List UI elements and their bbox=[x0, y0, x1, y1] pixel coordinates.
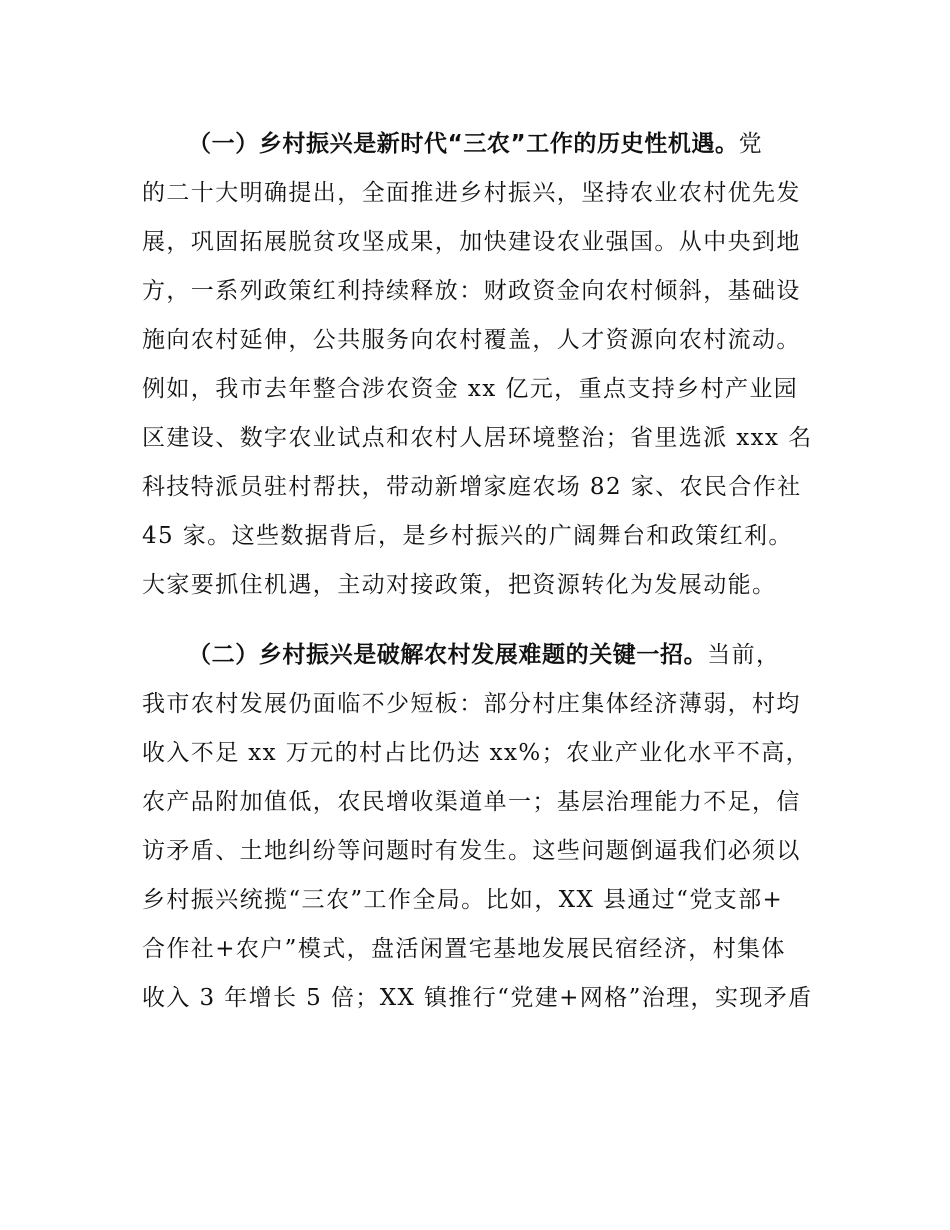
section2-line: 收入 3 年增长 5 倍；XX 镇推行“党建+网格”治理，实现矛盾 bbox=[142, 985, 813, 1011]
section1-heading: （一）乡村振兴是新时代“三农”工作的历史性机遇。 bbox=[188, 131, 739, 157]
section1-line: 施向农村延伸，公共服务向农村覆盖，人才资源向农村流动。 bbox=[142, 327, 801, 353]
section1-line: 党 bbox=[738, 131, 764, 157]
section2-heading: （二）乡村振兴是破解农村发展难题的关键一招。 bbox=[188, 642, 708, 668]
section1-line: 的二十大明确提出，全面推进乡村振兴，坚持农业农村优先发 bbox=[142, 180, 801, 206]
section2-line: 访矛盾、土地纠纷等问题时有发生。这些问题倒逼我们必须以 bbox=[142, 838, 801, 864]
section2-line: 农产品附加值低，农民增收渠道单一；基层治理能力不足，信 bbox=[142, 789, 801, 815]
section2-first-line bbox=[188, 631, 812, 679]
section1-first-line bbox=[188, 120, 812, 168]
section1-line: 大家要抓住机遇，主动对接政策，把资源转化为发展动能。 bbox=[142, 572, 777, 598]
section2-line: 合作社+农户”模式，盘活闲置宅基地发展民宿经济，村集体 bbox=[142, 936, 786, 962]
section1-line: 方，一系列政策红利持续释放：财政资金向农村倾斜，基础设 bbox=[142, 278, 801, 304]
section2-line: 乡村振兴统揽“三农”工作全局。比如，XX 县通过“党支部+ bbox=[142, 887, 784, 913]
section1-line: 45 家。这些数据背后，是乡村振兴的广阔舞台和政策红利。 bbox=[142, 523, 793, 549]
section1-line: 科技特派员驻村帮扶，带动新增家庭农场 82 家、农民合作社 bbox=[142, 474, 802, 500]
section2-line: 收入不足 xx 万元的村占比仍达 xx%；农业产业化水平不高， bbox=[142, 740, 811, 766]
section1-line: 区建设、数字农业试点和农村人居环境整治；省里选派 xxx 名 bbox=[142, 425, 813, 451]
section1-line: 展，巩固拓展脱贫攻坚成果，加快建设农业强国。从中央到地 bbox=[142, 229, 801, 255]
section2-line: 我市农村发展仍面临不少短板：部分村庄集体经济薄弱，村均 bbox=[142, 691, 801, 717]
section2-line: 当前， bbox=[707, 642, 781, 668]
section1-line: 例如，我市去年整合涉农资金 xx 亿元，重点支持乡村产业园 bbox=[142, 376, 799, 402]
